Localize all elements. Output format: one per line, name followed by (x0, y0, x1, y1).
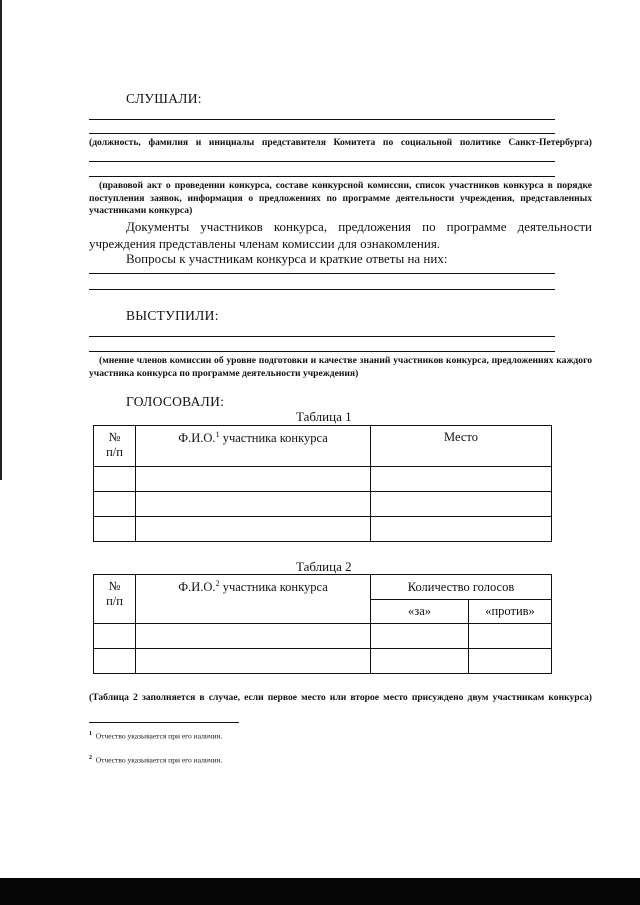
table1-header-name: Ф.И.О.$^1$ участника конкурса (136, 426, 371, 467)
table2-note: (Таблица 2 заполняется в случае, если первое место или второе место присуждено двум участникам конкурса) (89, 692, 592, 703)
table1-header-num: № п/п (94, 426, 136, 467)
table2-header-for: «за» (371, 600, 469, 624)
table1-header-place: Место (371, 426, 552, 467)
scan-bottom-band (0, 878, 640, 905)
table2-header-votes: Количество голосов (371, 575, 552, 600)
heard-title: СЛУШАЛИ: (126, 91, 202, 106)
table2-header-num: № п/п (94, 575, 136, 624)
table-1 (93, 425, 552, 542)
fill-line (89, 273, 555, 274)
fill-line (89, 351, 555, 352)
footnote-2: $^2$ Отчество указывается при его наличии. (89, 755, 223, 765)
voted-title: ГОЛОСОВАЛИ: (126, 394, 225, 409)
table-row (94, 517, 552, 542)
fill-line (89, 161, 555, 162)
spoke-title: ВЫСТУПИЛИ: (126, 308, 219, 323)
paragraph-questions: Вопросы к участникам конкурса и краткие ответы на них: (126, 251, 448, 266)
fill-line (89, 133, 555, 134)
table-row (94, 649, 552, 674)
table1-label: Таблица 1 (296, 409, 352, 424)
table2-label: Таблица 2 (296, 559, 352, 574)
table-row (94, 467, 552, 492)
caption-opinion: (мнение членов комиссии об уровне подготовки и качестве знаний участников конкурса, предложениях каждого участника конкурса по программе деятельности учреждения) (89, 355, 592, 379)
fill-line (89, 119, 555, 120)
caption-position: (должность, фамилия и инициалы представителя Комитета по социальной политике Санкт-Петербурга) (89, 137, 592, 148)
paragraph-documents: Документы участников конкурса, предложения по программе деятельности учреждения представлены членам комиссии для ознакомления. (89, 219, 592, 251)
table2-header-name: Ф.И.О.$^2$ участника конкурса (136, 575, 371, 624)
fill-line (89, 289, 555, 290)
table-row (94, 492, 552, 517)
caption-act: (правовой акт о проведении конкурса, составе конкурсной комиссии, список участников конкурса в порядке поступления заявок, информация о предложениях по программе деятельности учреждения, представленных участниками конкурса) (89, 180, 592, 216)
scan-left-edge (0, 0, 2, 480)
table2-header-against: «против» (469, 600, 552, 624)
fill-line (89, 336, 555, 337)
fill-line (89, 176, 555, 177)
table-2 (93, 574, 552, 674)
table-row (94, 624, 552, 649)
footnote-1: $^1$ Отчество указывается при его наличии. (89, 731, 223, 741)
footnote-separator (89, 722, 239, 723)
